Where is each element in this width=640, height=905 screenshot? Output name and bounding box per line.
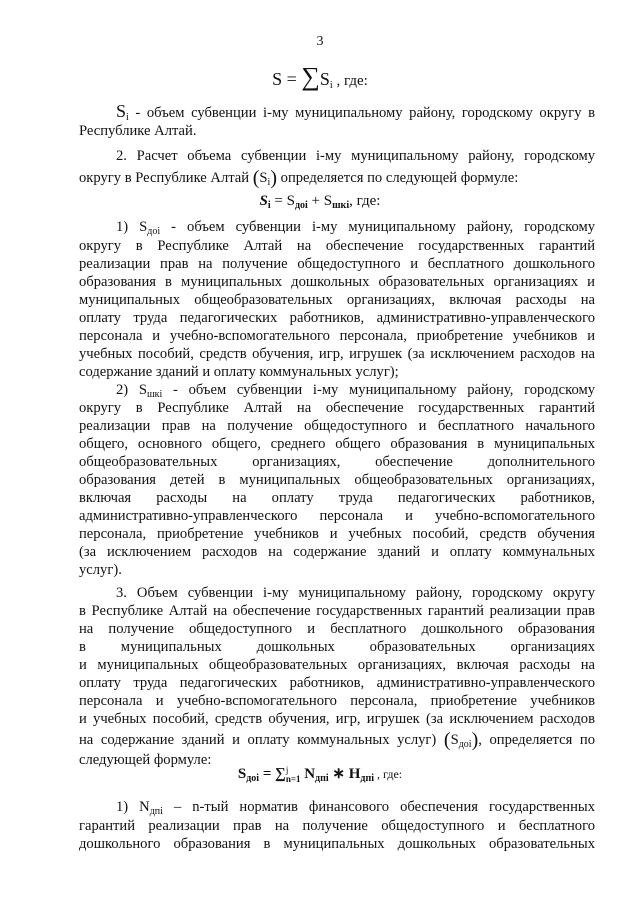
itemn-sub: дпi [149,806,163,817]
formula-sdo-lim-bot: n=1 [285,773,301,784]
formula-si-lhs: S [259,193,268,209]
formula-sdo-h-sub: дпi [360,773,375,784]
para3-line: в муниципальных дошкольных образовательных организациях [79,639,595,655]
para3-line: и учебных пособий, средств обучения, игр, игрушек (за исключением расходов [79,711,595,727]
para3-line: и муниципальных общеобразовательных организациях, включая расходы на [79,657,595,673]
para3-last-post: , определяется по [478,732,595,748]
formula-si-t2-sub: шкi [332,200,350,211]
item2-line: общеобразовательных организациях, обеспечение дополнительного [79,454,595,470]
item1-line: оплату труда педагогических работников, административно-управленческого [79,310,595,326]
item2-text: - объем субвенции i-му муниципальному району, городскому [162,382,595,398]
formula-sdo-lhs: S [237,766,247,782]
formula-sdo-lim-top: j [285,764,289,775]
item2-line: включая расходы на оплату труда педагогических работников, [79,490,595,506]
formula-sdo-tail: , где: [374,767,403,781]
formula-sdo [0,764,640,784]
para2-sym: S [259,170,268,186]
formula-si-t1-sub: доi [294,200,308,211]
item1-line: округу в Республике Алтай на обеспечение государственных гарантий [79,238,595,254]
itemn-line: дошкольного образования в муниципальных дошкольных образовательных [79,836,595,852]
formula-si-lhs-sub: i [267,200,271,211]
para3-line: 3. Объем субвенции i-му муниципальному району, городскому округу [116,585,595,601]
page-number: 3 [316,34,324,49]
paren-open: ( [443,729,451,751]
para2-line2 [79,169,595,192]
item1-line: учебных пособий, средств обучения, игр, игрушек (за исключением расходов на [79,346,595,362]
item2-line: округу в Республике Алтай на обеспечение государственных гарантий [79,400,595,416]
itemn-prefix: 1) N [116,799,150,815]
item2-line: услуг). [79,562,122,578]
formula-sdo-n: N [300,766,316,782]
def-si-text: - объем субвенции i-му муниципальному району, городскому округу в [135,105,595,121]
def-si-sub: i [126,112,129,123]
para2-line2-post: определяется по следующей формуле: [280,170,519,186]
formula-sdo-mul: ∗ H [328,766,361,782]
formula-si-eq: = S [270,193,295,209]
para2-line1: 2. Расчет объема субвенции i-му муниципальному району, городскому [116,148,595,164]
item2-sub: шкi [146,389,163,400]
para3-line: в Республике Алтай на обеспечение государственных гарантий реализации прав [79,603,595,619]
formula-si-tail: , где: [349,193,381,209]
item2-line: реализации прав на получение общедоступного и бесплатного начального [79,418,595,434]
paren-open: ( [252,167,260,189]
formula-si [0,193,640,211]
itemn-text: – n-тый норматив финансового обеспечения государственных [162,799,595,815]
item1-line: персонала и учебно-вспомогательного персонала, приобретение учебников и [79,328,595,344]
formula-total-lhs: S = [272,69,302,89]
para3-sym: S [450,732,459,748]
itemn-line: гарантий реализации прав на получение общедоступного и бесплатного [79,818,595,834]
item2-line: персонала, приобретение учебников и учебных пособий, средств обучения [79,526,595,542]
para3-sub: доi [458,739,472,750]
item1-line: образования в муниципальных дошкольных образовательных организациях и [79,274,595,290]
para3-last-pre: на содержание зданий и оплату коммунальных услуг) [79,732,437,748]
formula-sdo-eq: = ∑ [259,766,286,782]
paren-close: ) [270,167,277,189]
para3-line: персонала и учебно-вспомогательного персонала, приобретение учебников [79,693,595,709]
def-si-symbol: S [116,101,127,121]
formula-sdo-n-sub: дпi [315,773,329,784]
def-si-line2: Республике Алтай. [79,123,197,139]
item1-prefix: 1) S [116,219,148,235]
para3-line: на получение общедоступного и бесплатного дошкольного образования [79,621,595,637]
item1-sub: доi [147,226,161,237]
item2-line: образования детей в муниципальных общеобразовательных организациях, [79,472,595,488]
item2-line: общего, основного общего, среднего общего образования в муниципальных [79,436,595,452]
formula-total-sub: i [329,80,333,91]
item1-line: реализации прав на получение общедоступного и бесплатного дошкольного [79,256,595,272]
para2-line2-pre: округу в Республике Алтай [79,170,250,186]
item1-line: муниципальных общеобразовательных организациях, включая расходы на [79,292,595,308]
item2-line: (за исключением расходов на содержание зданий и оплату коммунальных [79,544,595,560]
sum-sign: ∑ [301,62,320,91]
para3-final-line: следующей формуле: [79,752,212,768]
formula-total-term: S [319,69,330,89]
item2-line: административно-управленческого персонала и учебно-вспомогательного [79,508,595,524]
formula-total [0,62,640,92]
formula-sdo-lhs-sub: доi [246,773,260,784]
para3-line: оплату труда педагогических работников, административно-управленческого [79,675,595,691]
item1-text: - объем субвенции i-му муниципальному району, городскому [160,219,595,235]
item1-line: содержание зданий и оплату коммунальных услуг); [79,364,399,380]
para2-sub: i [267,177,271,188]
formula-si-plus: + S [307,193,333,209]
paren-close: ) [471,729,479,751]
formula-total-tail: , где: [332,73,368,89]
item2-prefix: 2) S [116,382,147,398]
